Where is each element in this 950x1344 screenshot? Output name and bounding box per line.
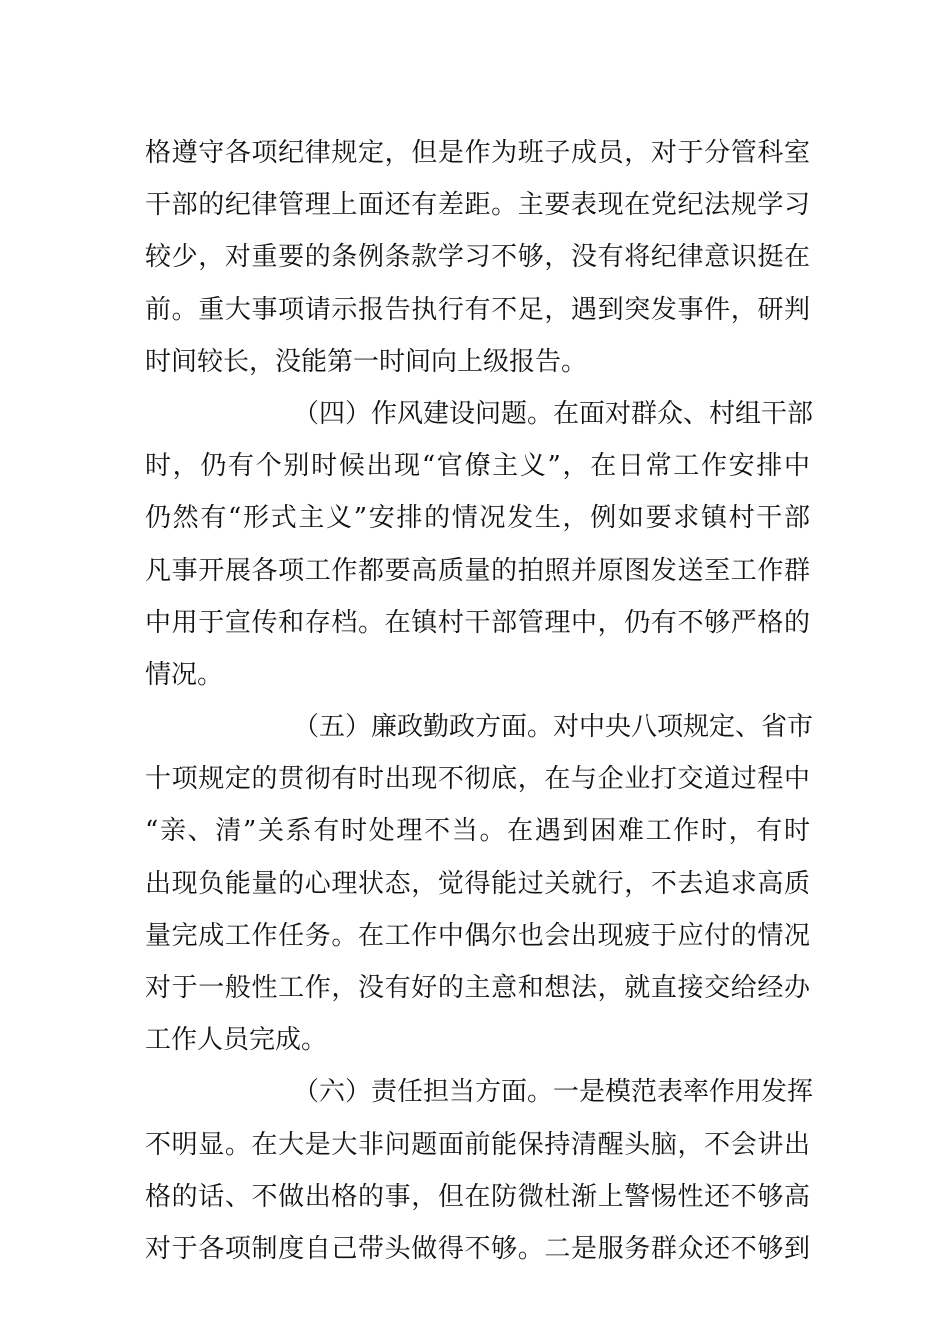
text-line: 格的话、不做出格的事，但在防微杜渐上警惕性还不够高	[145, 1181, 810, 1212]
text-line: 较少，对重要的条例条款学习不够，没有将纪律意识挺在	[145, 242, 810, 273]
section-heading-5: （五）廉政勤政方面。对中央八项规定、省市	[293, 712, 814, 743]
text-line: 凡事开展各项工作都要高质量的拍照并原图发送至工作群	[145, 555, 810, 586]
text-line: 出现负能量的心理状态，觉得能过关就行，不去追求高质	[145, 868, 810, 899]
text-line: “亲、清”关系有时处理不当。在遇到困难工作时，有时	[145, 816, 810, 847]
body-text	[145, 127, 814, 1275]
text-line: 十项规定的贯彻有时出现不彻底，在与企业打交道过程中	[145, 764, 810, 795]
text-line: 干部的纪律管理上面还有差距。主要表现在党纪法规学习	[145, 190, 810, 221]
text-line: 格遵守各项纪律规定，但是作为班子成员，对于分管科室	[145, 138, 810, 168]
text-line: 前。重大事项请示报告执行有不足，遇到突发事件，研判	[145, 294, 810, 325]
text-line: 中用于宣传和存档。在镇村干部管理中，仍有不够严格的	[145, 607, 810, 638]
text-line: 情况。	[145, 659, 224, 690]
text-line: 时间较长，没能第一时间向上级报告。	[145, 346, 588, 377]
section-heading-4: （四）作风建设问题。在面对群众、村组干部	[293, 398, 814, 429]
text-line: 对于各项制度自己带头做得不够。二是服务群众还不够到	[145, 1233, 810, 1264]
text-line: 对于一般性工作，没有好的主意和想法，就直接交给经办	[145, 973, 810, 1003]
text-line: 不明显。在大是大非问题面前能保持清醒头脑，不会讲出	[145, 1129, 810, 1160]
text-line: 工作人员完成。	[145, 1025, 328, 1056]
text-line: 仍然有“形式主义”安排的情况发生，例如要求镇村干部	[145, 503, 810, 534]
section-heading-6: （六）责任担当方面。一是模范表率作用发挥	[293, 1077, 814, 1108]
text-line: 时，仍有个别时候出现“官僚主义”，在日常工作安排中	[145, 451, 810, 482]
text-line: 量完成工作任务。在工作中偶尔也会出现疲于应付的情况	[145, 920, 810, 951]
